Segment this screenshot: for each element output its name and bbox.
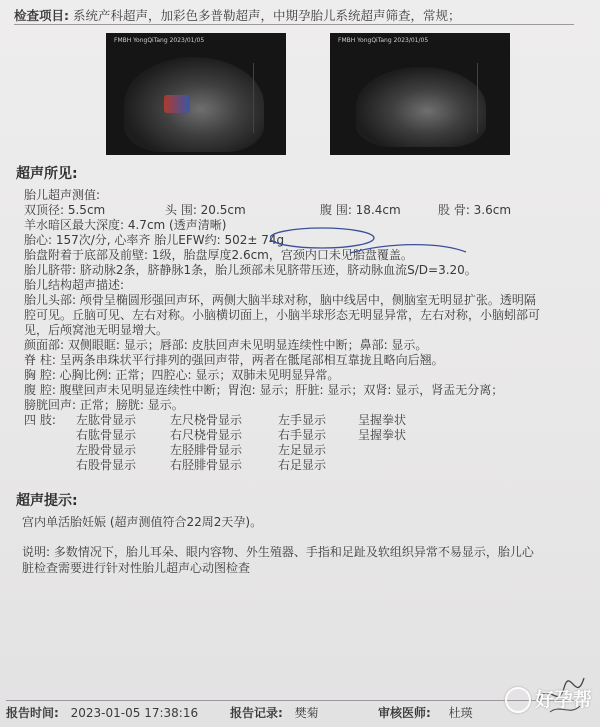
findings-line: 见，后颅窝池无明显增大。	[24, 323, 169, 337]
report-reviewer-value: 杜瑛	[448, 706, 473, 720]
findings-line: 腔可见。丘脑可见、左右对称。小脑横切面上，小脑半球形态无明显异常，左右对称，小脑蚓部可	[24, 308, 541, 322]
findings-line: 胎盘附着于底部及前壁: 1级，胎盘厚度2.6cm，宫颈内口未见胎盘覆盖。	[24, 248, 413, 262]
impression-title: 超声提示:	[16, 493, 78, 509]
limb-cell: 右足显示	[278, 458, 327, 472]
limb-cell: 右胫腓骨显示	[170, 458, 243, 472]
measure-title: 胎儿超声测值:	[24, 188, 101, 202]
findings-line: 胎儿头部: 颅骨呈椭圆形强回声环，两侧大脑半球对称，脑中线居中，侧脑室无明显扩张。透明隔	[24, 293, 536, 307]
note-line: 脏检查需要进行针对性胎儿超声心动图检查	[22, 561, 251, 575]
measure-hc: 头 围: 20.5cm	[165, 203, 246, 217]
report-recorder-value: 樊菊	[294, 706, 319, 720]
report-reviewer-label: 审核医师:	[378, 706, 431, 720]
limb-cell: 左手显示	[278, 413, 327, 427]
exam-items	[14, 6, 461, 24]
note-line: 说明: 多数情况下，胎儿耳朵、眼内容物、外生殖器、手指和足趾及软组织异常不易显示，胎儿心	[22, 545, 534, 559]
ultrasound-scan-area	[356, 67, 486, 147]
findings-line: 脊 柱: 呈两条串珠状平行排列的强回声带，两者在骶尾部相互靠拢且略向后翘。	[24, 353, 444, 367]
report-time	[6, 706, 198, 720]
limb-cell: 呈握拳状	[358, 413, 407, 427]
limb-cell: 左足显示	[278, 443, 327, 457]
pen-circle-efw	[270, 228, 374, 248]
footer-rule	[6, 700, 576, 701]
image-side-panel	[477, 63, 506, 133]
limb-cell: 右肱骨显示	[76, 428, 137, 442]
report-time-value: 2023-01-05 17:38:16	[70, 706, 199, 720]
watermark-text: 好孕帮	[534, 688, 592, 711]
report-recorder	[230, 706, 319, 720]
report-recorder-label: 报告记录:	[230, 706, 283, 720]
limb-cell: 左肱骨显示	[76, 413, 137, 427]
measure-ac: 腹 围: 18.4cm	[320, 203, 401, 217]
header-rule	[14, 24, 574, 25]
findings-line: 腹 腔: 腹壁回声未见明显连续性中断；胃泡: 显示；肝脏: 显示；双肾: 显示，肾盂无分离；	[24, 383, 504, 397]
limb-cell: 呈握拳状	[358, 428, 407, 442]
image-overlay-text: FMBH YongQiTang 2023/01/05	[114, 37, 205, 44]
color-doppler-area	[164, 95, 190, 113]
impression-text: 宫内单活胎妊娠 (超声测值符合22周2天孕)。	[22, 515, 263, 529]
limbs-label: 四 肢:	[24, 413, 56, 427]
findings-line: 羊水暗区最大深度: 4.7cm (透声清晰)	[24, 218, 227, 232]
ultrasound-image-2	[330, 33, 510, 155]
limb-cell: 左胫腓骨显示	[170, 443, 243, 457]
findings-line: 颜面部: 双侧眼眶: 显示；唇部: 皮肤回声未见明显连续性中断；鼻部: 显示。	[24, 338, 428, 352]
limb-cell: 右手显示	[278, 428, 327, 442]
limb-cell: 左尺桡骨显示	[170, 413, 243, 427]
measure-fl: 股 骨: 3.6cm	[438, 203, 512, 217]
watermark-logo-icon	[505, 687, 531, 713]
image-overlay-text: FMBH YongQiTang 2023/01/05	[338, 37, 429, 44]
findings-line: 胎儿结构超声描述:	[24, 278, 125, 292]
findings-line: 胎心: 157次/分, 心率齐 胎儿EFW约: 502± 74g	[24, 233, 285, 247]
pen-annotation	[270, 222, 470, 262]
findings-line: 胎儿脐带: 脐动脉2条，脐静脉1条，胎儿颈部未见脐带压迹，脐动脉血流S/D=3.20。	[24, 263, 477, 277]
limb-cell: 左股骨显示	[76, 443, 137, 457]
limb-cell: 右股骨显示	[76, 458, 137, 472]
image-side-panel	[253, 63, 282, 133]
findings-line: 膀胱回声: 正常；膀胱: 显示。	[24, 398, 184, 412]
ultrasound-scan-area	[124, 57, 264, 152]
findings-line: 胸 腔: 心胸比例: 正常；四腔心: 显示；双肺未见明显异常。	[24, 368, 340, 382]
limb-cell: 右尺桡骨显示	[170, 428, 243, 442]
findings-title: 超声所见:	[16, 166, 78, 182]
measure-bpd: 双顶径: 5.5cm	[24, 203, 106, 217]
app-watermark	[505, 685, 592, 714]
report-time-label: 报告时间:	[6, 706, 59, 720]
pen-circle-placenta	[350, 245, 466, 253]
exam-items-label: 检查项目:	[14, 8, 69, 23]
ultrasound-image-1	[106, 33, 286, 155]
report-reviewer	[378, 706, 473, 720]
exam-items-value: 系统产科超声，加彩色多普勒超声，中期孕胎儿系统超声筛查，常规；	[72, 8, 461, 23]
